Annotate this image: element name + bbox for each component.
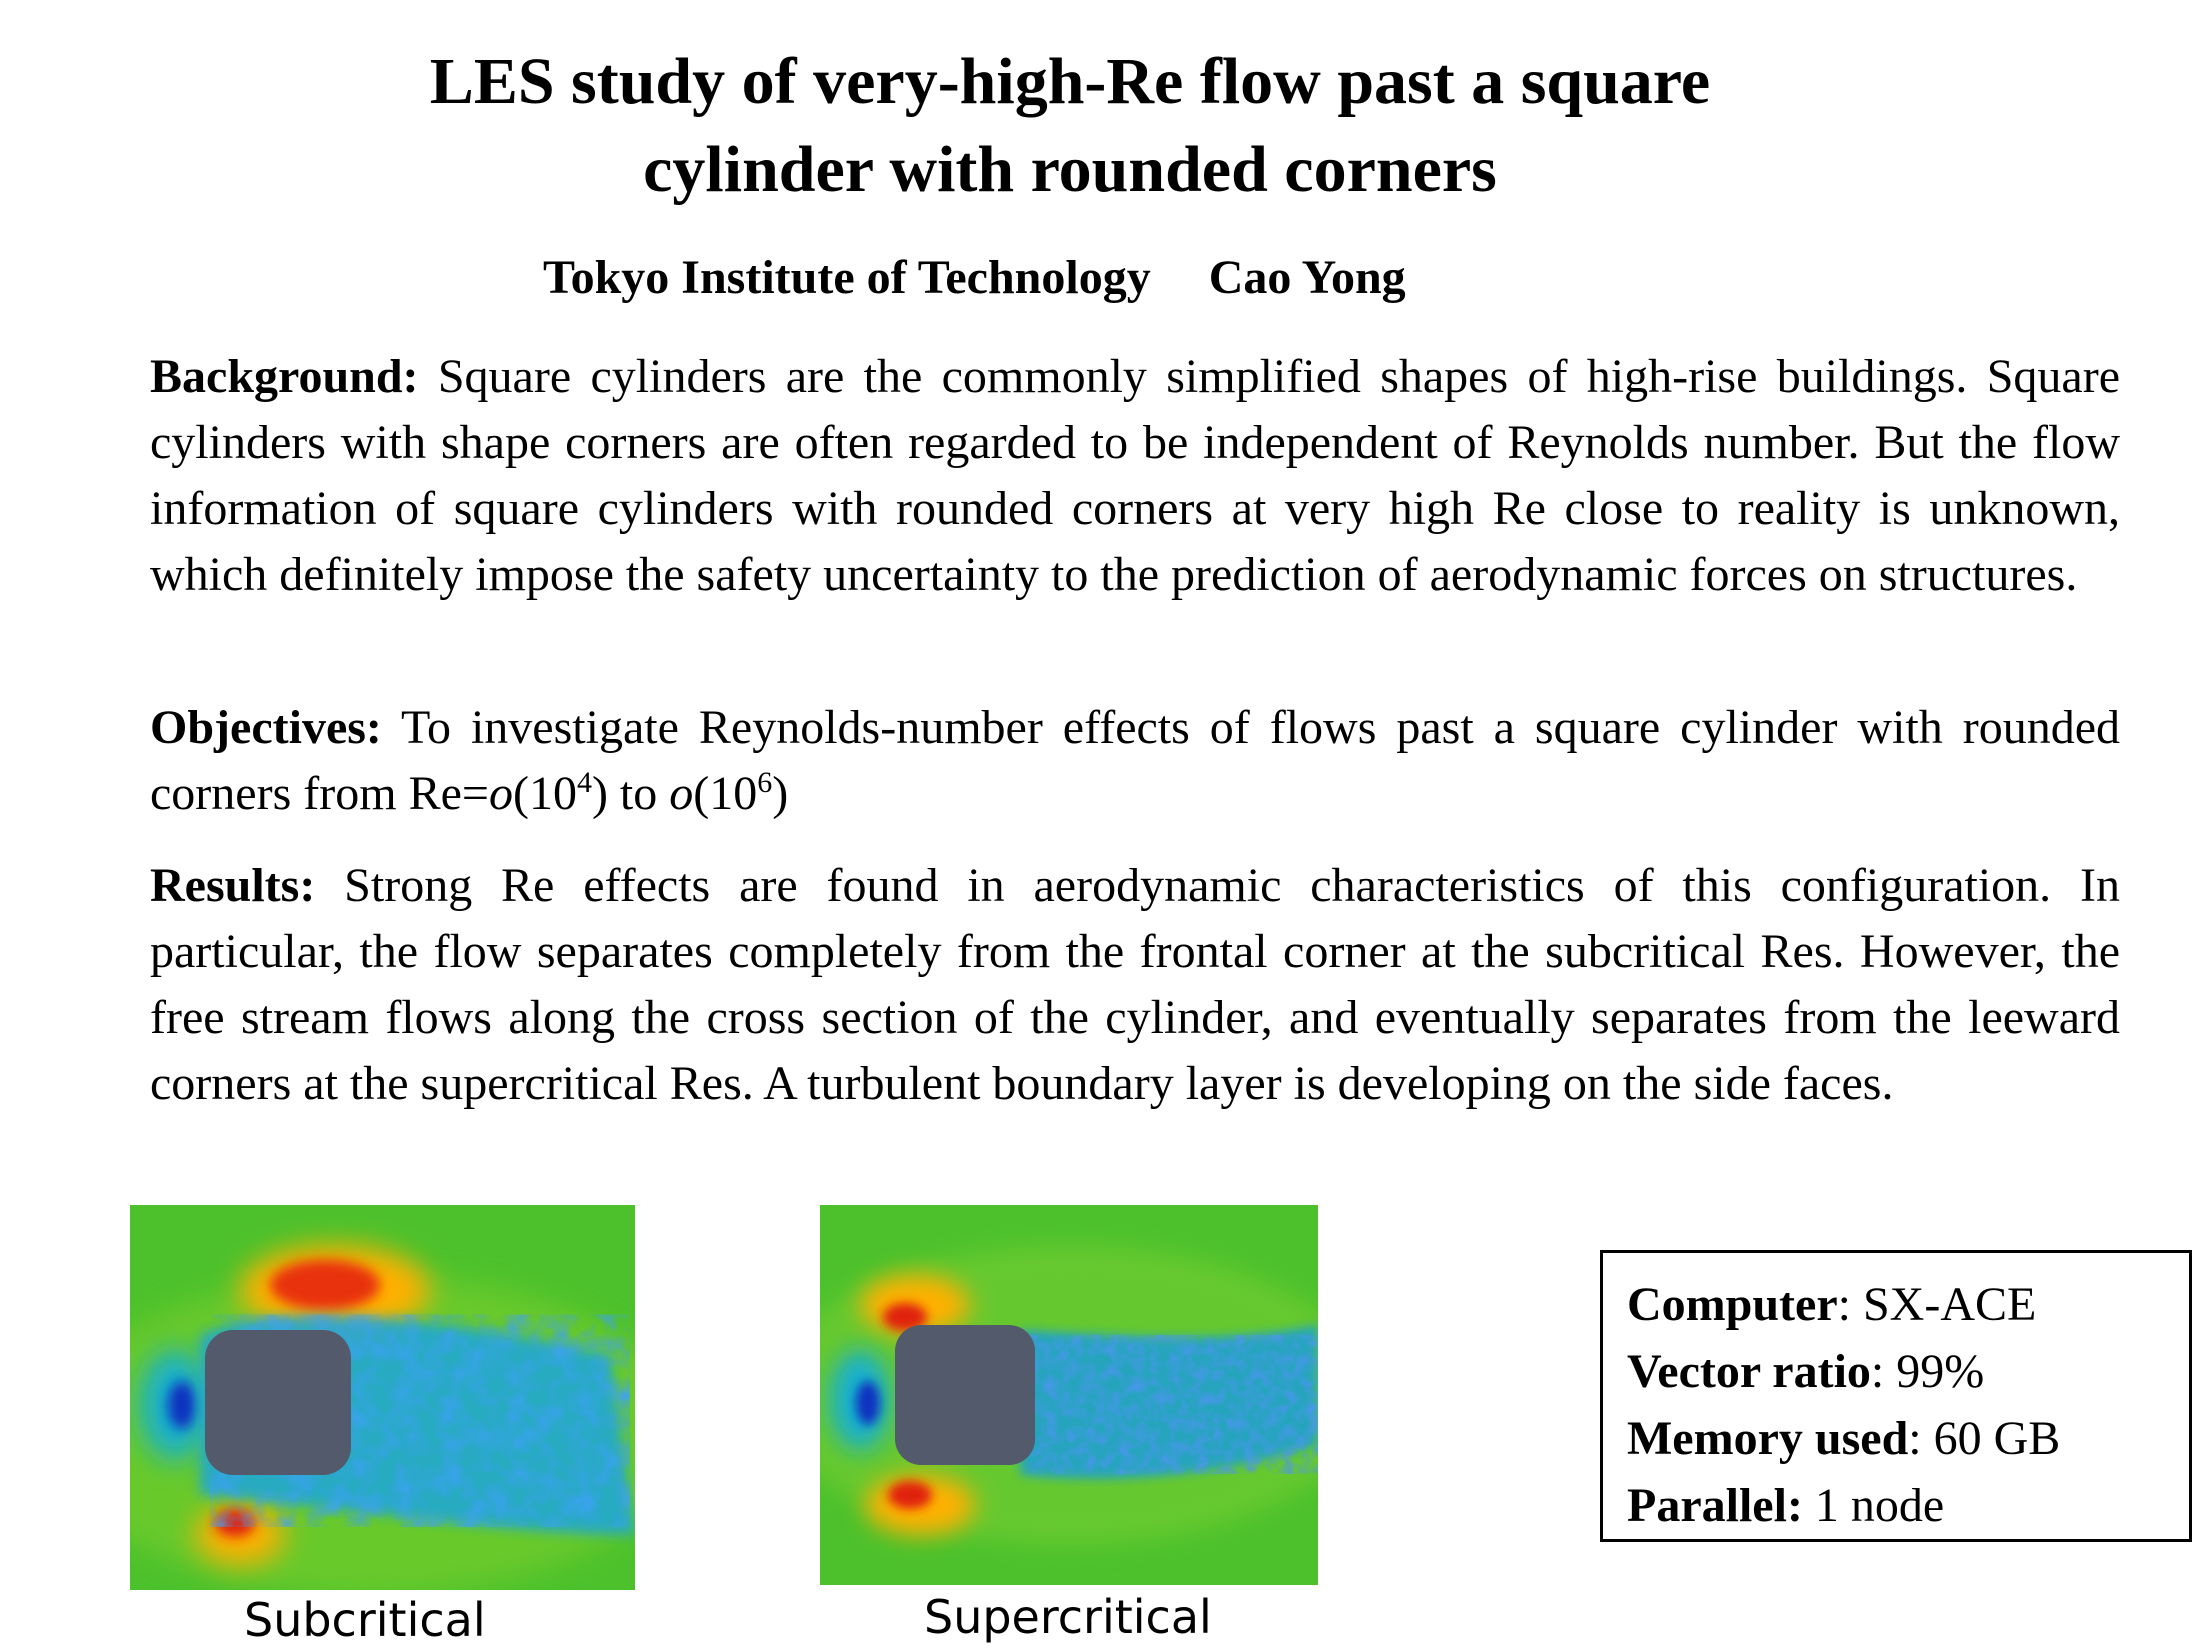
order-symbol-1: o <box>488 767 513 820</box>
background-paragraph <box>150 344 2120 608</box>
spec-key: Vector ratio <box>1627 1345 1871 1398</box>
title-line-1: LES study of very-high-Re flow past a square <box>429 45 1711 118</box>
exponent-2: 6 <box>757 766 773 799</box>
spec-value: SX-ACE <box>1862 1278 2037 1331</box>
spec-key: Memory used <box>1627 1412 1909 1465</box>
spec-vector-ratio <box>1627 1338 2189 1405</box>
order-base-1: (10 <box>512 767 577 820</box>
spec-computer <box>1627 1271 2189 1338</box>
objectives-text: To investigate Reynolds-number effects of flows past a square cylinder with rounded corners from Re= <box>150 701 2120 820</box>
spec-value: 60 GB <box>1933 1412 2061 1465</box>
poster-title <box>120 38 2020 214</box>
objectives-mid: to <box>607 767 670 820</box>
supercritical-caption: Supercritical <box>924 1590 1212 1644</box>
order-close-2: ) <box>772 767 789 820</box>
spec-sep: : <box>1837 1278 1863 1331</box>
spec-sep <box>1803 1479 1815 1532</box>
affiliation: Tokyo Institute of Technology <box>543 251 1151 304</box>
spec-memory <box>1627 1405 2189 1472</box>
results-paragraph <box>150 853 2120 1117</box>
spec-sep: : <box>1908 1412 1934 1465</box>
order-base-2: (10 <box>693 767 758 820</box>
results-label: Results: <box>150 859 316 912</box>
spec-value: 99% <box>1896 1345 1985 1398</box>
subcritical-flow-image <box>130 1205 635 1590</box>
spec-key: Parallel: <box>1627 1479 1803 1532</box>
title-line-2: cylinder with rounded corners <box>643 133 1497 206</box>
objectives-label: Objectives: <box>150 701 382 754</box>
subcritical-caption: Subcritical <box>244 1593 486 1647</box>
background-label: Background: <box>150 350 419 403</box>
supercritical-flow-image <box>820 1205 1318 1585</box>
spec-parallel <box>1627 1472 2189 1539</box>
order-close-1: ) <box>591 767 608 820</box>
author-line <box>543 250 1406 305</box>
objectives-paragraph <box>150 695 2120 827</box>
spec-key: Computer <box>1627 1278 1838 1331</box>
spec-value: 1 node <box>1814 1479 1945 1532</box>
author-name: Cao Yong <box>1208 251 1406 304</box>
computing-specs-box <box>1600 1250 2192 1542</box>
results-text: Strong Re effects are found in aerodynamic characteristics of this configuration. In particular, the flow separates completely from the frontal corner at the subcritical Res. However, the free stream flows along the cross section of the cylinder, and eventually separates from the leeward corners at the supercritical Res. A turbulent boundary layer is developing on the side faces. <box>150 859 2121 1110</box>
spec-sep: : <box>1870 1345 1897 1398</box>
background-text: Square cylinders are the commonly simplified shapes of high-rise buildings. Square cylinders with shape corners are often regarded to be independent of Reynolds number. But the flow information of square cylinders with rounded corners at very high Re close to reality is unknown, which definitely impose the safety uncertainty to the prediction of aerodynamic forces on structures. <box>150 350 2121 601</box>
order-symbol-2: o <box>669 767 694 820</box>
exponent-1: 4 <box>576 766 592 799</box>
